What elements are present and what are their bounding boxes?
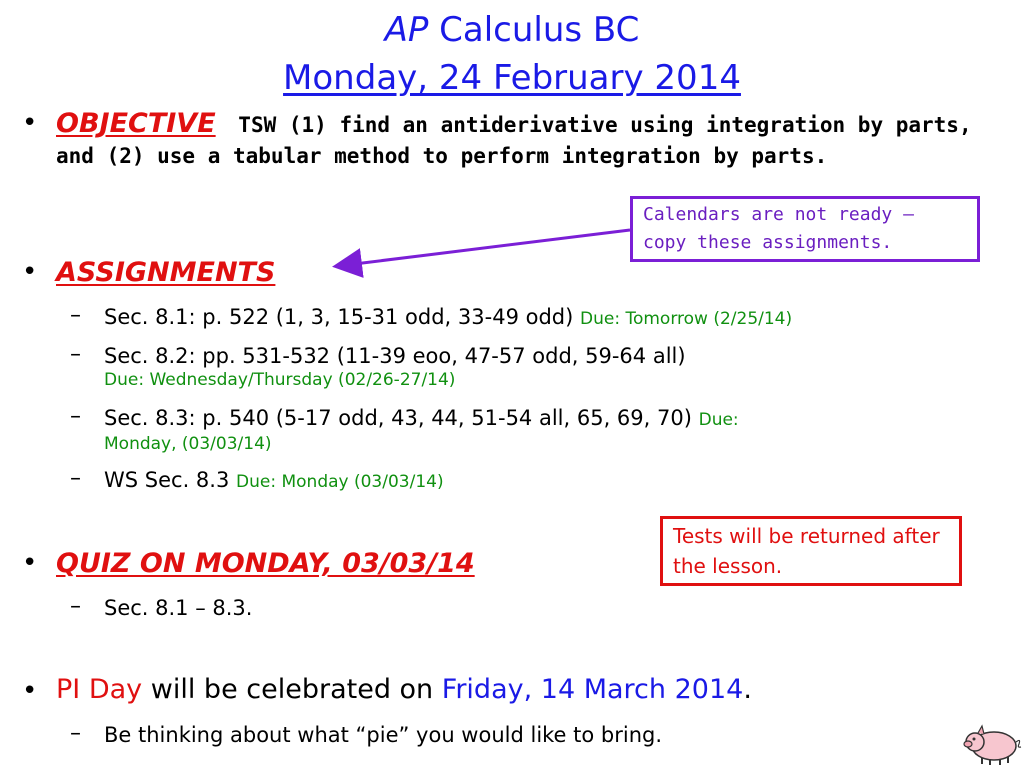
assignment-item-1	[104, 303, 792, 333]
bullet-quiz: •	[22, 548, 38, 578]
due-date: Due: Monday (03/03/14)	[236, 472, 444, 492]
dash-3: –	[70, 404, 81, 429]
calendars-callout	[630, 196, 980, 262]
bullet-pi-day: •	[22, 676, 38, 706]
title-ap: AP	[384, 10, 429, 50]
due-label: Due:	[698, 410, 739, 430]
title-course: Calculus BC	[439, 10, 640, 50]
dash-4: –	[70, 466, 81, 491]
day-word: Day	[88, 674, 143, 705]
assignment-text: Sec. 8.2: pp. 531-532 (11-39 eoo, 47-57 odd, 59-64 all)	[104, 344, 686, 368]
tests-callout	[660, 516, 962, 586]
dash-2: –	[70, 342, 81, 367]
assignment-text: Sec. 8.1: p. 522 (1, 3, 15-31 odd, 33-49 odd)	[104, 305, 574, 329]
dash-pi: –	[70, 721, 81, 746]
pi-day-period: .	[743, 674, 752, 705]
objective-heading: OBJECTIVE	[56, 108, 216, 139]
assignment-text: Sec. 8.3: p. 540 (5-17 odd, 43, 44, 51-54 all, 65, 69, 70)	[104, 406, 692, 430]
assignment-item-2	[104, 342, 686, 390]
quiz-heading: QUIZ ON MONDAY, 03/03/14	[56, 548, 475, 579]
pi-day-date: Friday, 14 March 2014	[441, 674, 744, 705]
due-date: Due: Wednesday/Thursday (02/26-27/14)	[104, 370, 456, 390]
bullet-assignments: •	[22, 257, 38, 287]
dash-1: –	[70, 303, 81, 328]
bullet-objective: •	[22, 108, 38, 138]
slide-title	[0, 10, 1024, 50]
pig-icon	[962, 720, 1022, 766]
objective-block	[56, 108, 1006, 172]
objective-text: TSW (1) find an antiderivative using integration by parts, and (2) use a tabular method to perform integration by parts.	[56, 113, 972, 168]
due-date: Monday, (03/03/14)	[104, 434, 272, 454]
pi-day-line	[56, 672, 752, 708]
pi-word: PI	[56, 674, 81, 705]
quiz-item: Sec. 8.1 – 8.3.	[104, 596, 253, 620]
assignment-item-4	[104, 466, 444, 496]
tests-callout-text: Tests will be returned after the lesson.	[673, 524, 940, 578]
assignments-heading: ASSIGNMENTS	[56, 257, 276, 288]
due-date: Due: Tomorrow (2/25/14)	[580, 309, 793, 329]
pi-day-middle: will be celebrated on	[150, 674, 434, 705]
calendars-callout-text: Calendars are not ready – copy these assignments.	[643, 204, 914, 253]
dash-quiz: –	[70, 594, 81, 619]
slide-date: Monday, 24 February 2014	[283, 58, 741, 98]
assignment-item-3	[104, 404, 739, 454]
assignment-text: WS Sec. 8.3	[104, 468, 230, 492]
pi-day-item: Be thinking about what “pie” you would like to bring.	[104, 723, 663, 747]
